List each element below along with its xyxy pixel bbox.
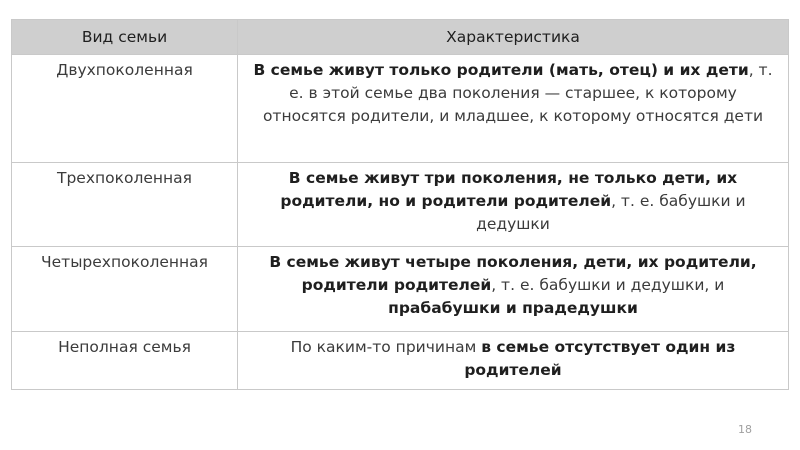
- characteristic-bold-text: В семье живут только родители (мать, отец) и их дети: [253, 61, 749, 79]
- family-type-cell: Трехпоколенная: [12, 163, 238, 247]
- family-type-cell: Неполная семья: [12, 332, 238, 390]
- characteristic-cell: [238, 55, 789, 163]
- characteristic-text: , т. е. бабушки и дедушки: [476, 192, 746, 233]
- characteristic-text: , т. е. в этой семье два поколения — старшее, к которому относятся родители, и младшее, к которому относятся дети: [262, 61, 773, 125]
- characteristic-text: По каким-то причинам: [290, 338, 482, 356]
- characteristic-bold-text: В семье живут четыре поколения, дети, их родители, родители родителей: [269, 253, 757, 294]
- characteristic-bold-text: В семье живут три поколения, не только дети, их родители, но и родители родителей: [280, 169, 738, 210]
- characteristic-bold-text: прабабушки и прадедушки: [388, 299, 638, 317]
- characteristic-bold-text: в семье отсутствует один из родителей: [464, 338, 736, 379]
- family-types-table: [11, 19, 789, 390]
- table-row: [12, 163, 789, 247]
- family-type-cell: Четырехпоколенная: [12, 247, 238, 332]
- characteristic-cell: [238, 163, 789, 247]
- header-family-type: Вид семьи: [12, 20, 238, 55]
- table-row: [12, 247, 789, 332]
- table-header-row: [12, 20, 789, 55]
- characteristic-cell: [238, 247, 789, 332]
- table-row: [12, 332, 789, 390]
- header-characteristic: Характеристика: [238, 20, 789, 55]
- table-row: [12, 55, 789, 163]
- characteristic-cell: [238, 332, 789, 390]
- family-type-cell: Двухпоколенная: [12, 55, 238, 163]
- page-number: 18: [738, 423, 752, 436]
- characteristic-text: , т. е. бабушки и дедушки, и: [491, 276, 725, 294]
